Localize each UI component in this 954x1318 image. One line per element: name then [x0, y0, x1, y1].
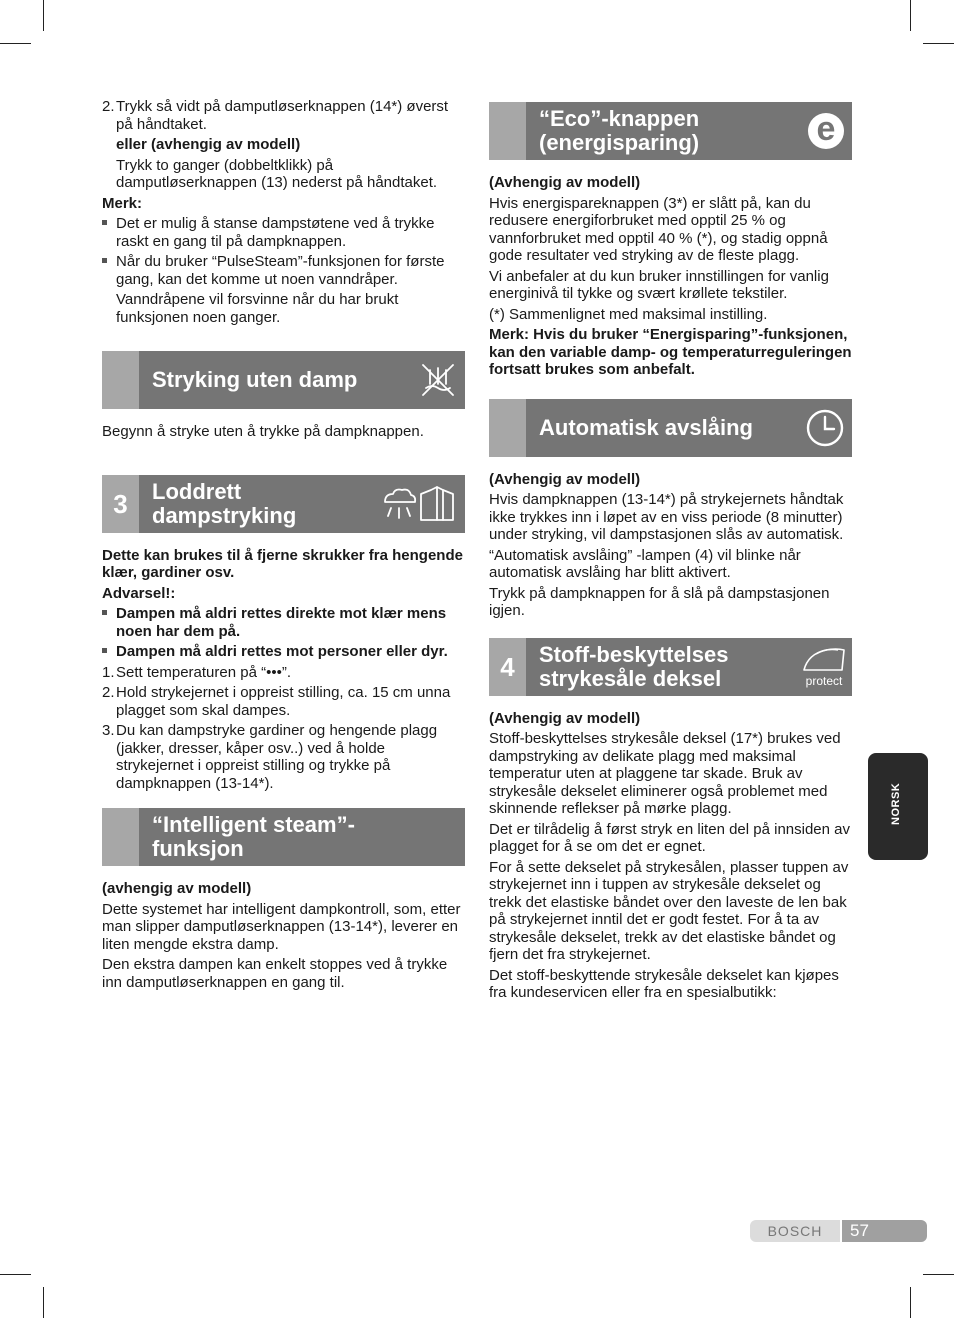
protect-text-3: For å sette dekselet på strykesålen, plasser tuppen av strykejernet inn i tuppen av strykesåle dekselet og trekk det elastiske båndet over den laveste de len bak på strykejernet inntil det er godt festet. For å ta av strykesåle dekselet, trekk av det elastiske båndet og fjern det fra strykejernet.	[489, 858, 849, 963]
warning-bullet	[102, 643, 465, 661]
note-bullet-continued: Vanndråpene vil forsvinne når du har brukt funksjonen noen ganger.	[116, 291, 399, 326]
section-header-auto	[489, 399, 852, 457]
brand-text: BOSCH	[767, 1223, 823, 1239]
warning-bullet	[102, 605, 465, 640]
model-label: (Avhengig av modell)	[489, 709, 641, 727]
section-header-eco	[489, 102, 852, 160]
section-header-dry	[102, 351, 465, 409]
vertical-step-3	[102, 722, 465, 792]
bullet-text: Det er mulig å stanse dampstøtene ved å trykke raskt en gang til på dampknappen.	[116, 215, 435, 250]
eco-text-1: Hvis energispareknappen (3*) er slått på, kan du redusere energiforbruket med opptil 25 % og vannforbruket med opptil 40 % (*), og stadig oppnå gode resultater ved stryking av de fleste plagg.	[489, 194, 828, 264]
bullet-text: Dampen må aldri rettes mot personer eller dyr.	[116, 643, 448, 660]
section-number: 4	[489, 638, 526, 696]
header-tab	[489, 399, 526, 457]
section-header-intelligent	[102, 808, 465, 866]
left-column	[102, 98, 465, 994]
protect-text-1: Stoff-beskyttelses strykesåle deksel (17*) brukes ved dampstryking av delikate plagg med maksimal temperatur uten at plaggene tar skade. Bruk av strykesåle dekselet eliminerer også problemet med skinnende reflekser på mørke plagg.	[489, 730, 841, 817]
language-tab	[868, 753, 928, 860]
protect-iron-icon	[798, 644, 850, 690]
or-model-label: eller (avhengig av modell)	[116, 136, 301, 153]
step-number: 2.	[102, 684, 115, 701]
intelligent-text-2: Den ekstra dampen kan enkelt stoppes ved å trykke inn damputløserknappen en gang til.	[102, 956, 448, 991]
model-label: (avhengig av modell)	[102, 880, 252, 897]
crop-mark	[0, 43, 31, 44]
eco-letter: e	[816, 110, 836, 148]
protect-text-2: Det er tilrådelig å først stryk en liten del på innsiden av plagget for å se om det er egnet.	[489, 820, 851, 855]
double-click-text: Trykk to ganger (dobbeltklikk) på damputløserknappen (13) nederst på håndtaket.	[116, 156, 438, 191]
step-text: Trykk så vidt på damputløserknappen (14*) øverst på håndtaket.	[116, 98, 449, 133]
crop-mark	[0, 1274, 31, 1275]
crop-mark	[910, 0, 911, 31]
crop-mark	[43, 0, 44, 31]
bullet-square	[102, 258, 107, 263]
model-label: (Avhengig av modell)	[489, 174, 641, 191]
intro-step-2	[102, 98, 465, 133]
vertical-step-1	[102, 664, 465, 682]
protect-label: protect	[805, 673, 843, 688]
auto-text-2: “Automatisk avslåing” -lampen (4) vil blinke når automatisk avslåing har blitt aktivert.	[489, 546, 801, 581]
bullet-text: Når du bruker “PulseSteam”-funksjonen for første gang, kan det komme ut noen vanndråper.	[116, 253, 445, 288]
crop-mark	[910, 1287, 911, 1318]
eco-text-3: (*) Sammenlignet med maksimal instilling.	[489, 305, 768, 323]
clock-icon	[805, 408, 845, 448]
section-title: Automatisk avslåing	[539, 414, 753, 440]
section-title: Stoff-beskyttelses strykesåle deksel	[539, 641, 729, 691]
bullet-square	[102, 220, 107, 225]
header-tab	[102, 808, 139, 866]
step-number: 2.	[102, 98, 115, 115]
right-column	[489, 102, 852, 1005]
step-text: Du kan dampstryke gardiner og hengende plagg (jakker, dresser, kåper osv..) ved å holde strykejernet i oppreist stilling og trykke på dampknappen (13-14*).	[116, 722, 438, 792]
protect-text-4: Det stoff-beskyttende strykesåle dekselet kan kjøpes fra kundeservicen eller fra en spesialbutikk:	[489, 966, 839, 1001]
section-number: 3	[102, 475, 139, 533]
language-label: NORSK	[890, 782, 902, 825]
eco-note: Merk: Hvis du bruker “Energisparing”-funksjonen, kan den variable damp- og temperaturreguleringen fortsatt brukes som anbefalt.	[489, 326, 852, 378]
footer-brand	[750, 1220, 840, 1242]
warning-label: Advarsel!:	[102, 584, 176, 602]
section-header-vertical	[102, 475, 465, 533]
model-label: (Avhengig av modell)	[489, 470, 641, 488]
iron-shape-icon	[798, 644, 850, 674]
eco-e-icon	[808, 110, 844, 149]
auto-text-1: Hvis dampknappen (13-14*) på strykejernets håndtak ikke trykkes inn i løpet av en viss periode (8 minutter) under stryking, vil dampstasjonen slås av automatisk.	[489, 491, 844, 543]
step-number: 3.	[102, 722, 115, 739]
header-tab	[489, 102, 526, 160]
bullet-square	[102, 610, 107, 615]
bullet-square	[102, 648, 107, 653]
section-title: “Intelligent steam”-funksjon	[152, 812, 355, 861]
vertical-steam-icon	[379, 484, 459, 524]
step-text: Sett temperaturen på “•••”.	[116, 663, 291, 681]
crop-mark	[923, 43, 954, 44]
crop-mark	[43, 1287, 44, 1318]
page-number: 57	[850, 1221, 869, 1240]
step-number: 1.	[102, 663, 115, 681]
bullet-text: Dampen må aldri rettes direkte mot klær mens noen har dem på.	[116, 605, 447, 640]
vertical-intro: Dette kan brukes til å fjerne skrukker fra hengende klær, gardiner osv.	[102, 546, 463, 581]
header-tab	[102, 351, 139, 409]
section-title: “Eco”-knappen (energisparing)	[539, 106, 700, 155]
note-label: Merk:	[102, 194, 143, 212]
step-text: Hold strykejernet i oppreist stilling, ca. 15 cm unna plagget som skal dampes.	[116, 684, 451, 719]
section-header-protect	[489, 638, 852, 696]
section-title: Stryking uten damp	[152, 367, 358, 392]
no-steam-icon	[418, 360, 458, 400]
section-title: Loddrett dampstryking	[152, 478, 297, 528]
note-bullet	[102, 215, 465, 250]
auto-text-3: Trykk på dampknappen for å slå på dampstasjonen igjen.	[489, 584, 830, 619]
footer-page-number	[842, 1220, 927, 1242]
vertical-step-2	[102, 684, 465, 719]
crop-mark	[923, 1274, 954, 1275]
dry-ironing-text: Begynn å stryke uten å trykke på dampknappen.	[102, 423, 424, 440]
note-bullet	[102, 253, 465, 288]
eco-text-2: Vi anbefaler at du kun bruker innstillingen for vanlig energinivå til tykke og svært krøllete tekstiler.	[489, 267, 829, 302]
intelligent-text-1: Dette systemet har intelligent dampkontroll, som, etter man slipper damputløserknappen (13-14*), leverer en liten mengde ekstra damp.	[102, 900, 461, 953]
